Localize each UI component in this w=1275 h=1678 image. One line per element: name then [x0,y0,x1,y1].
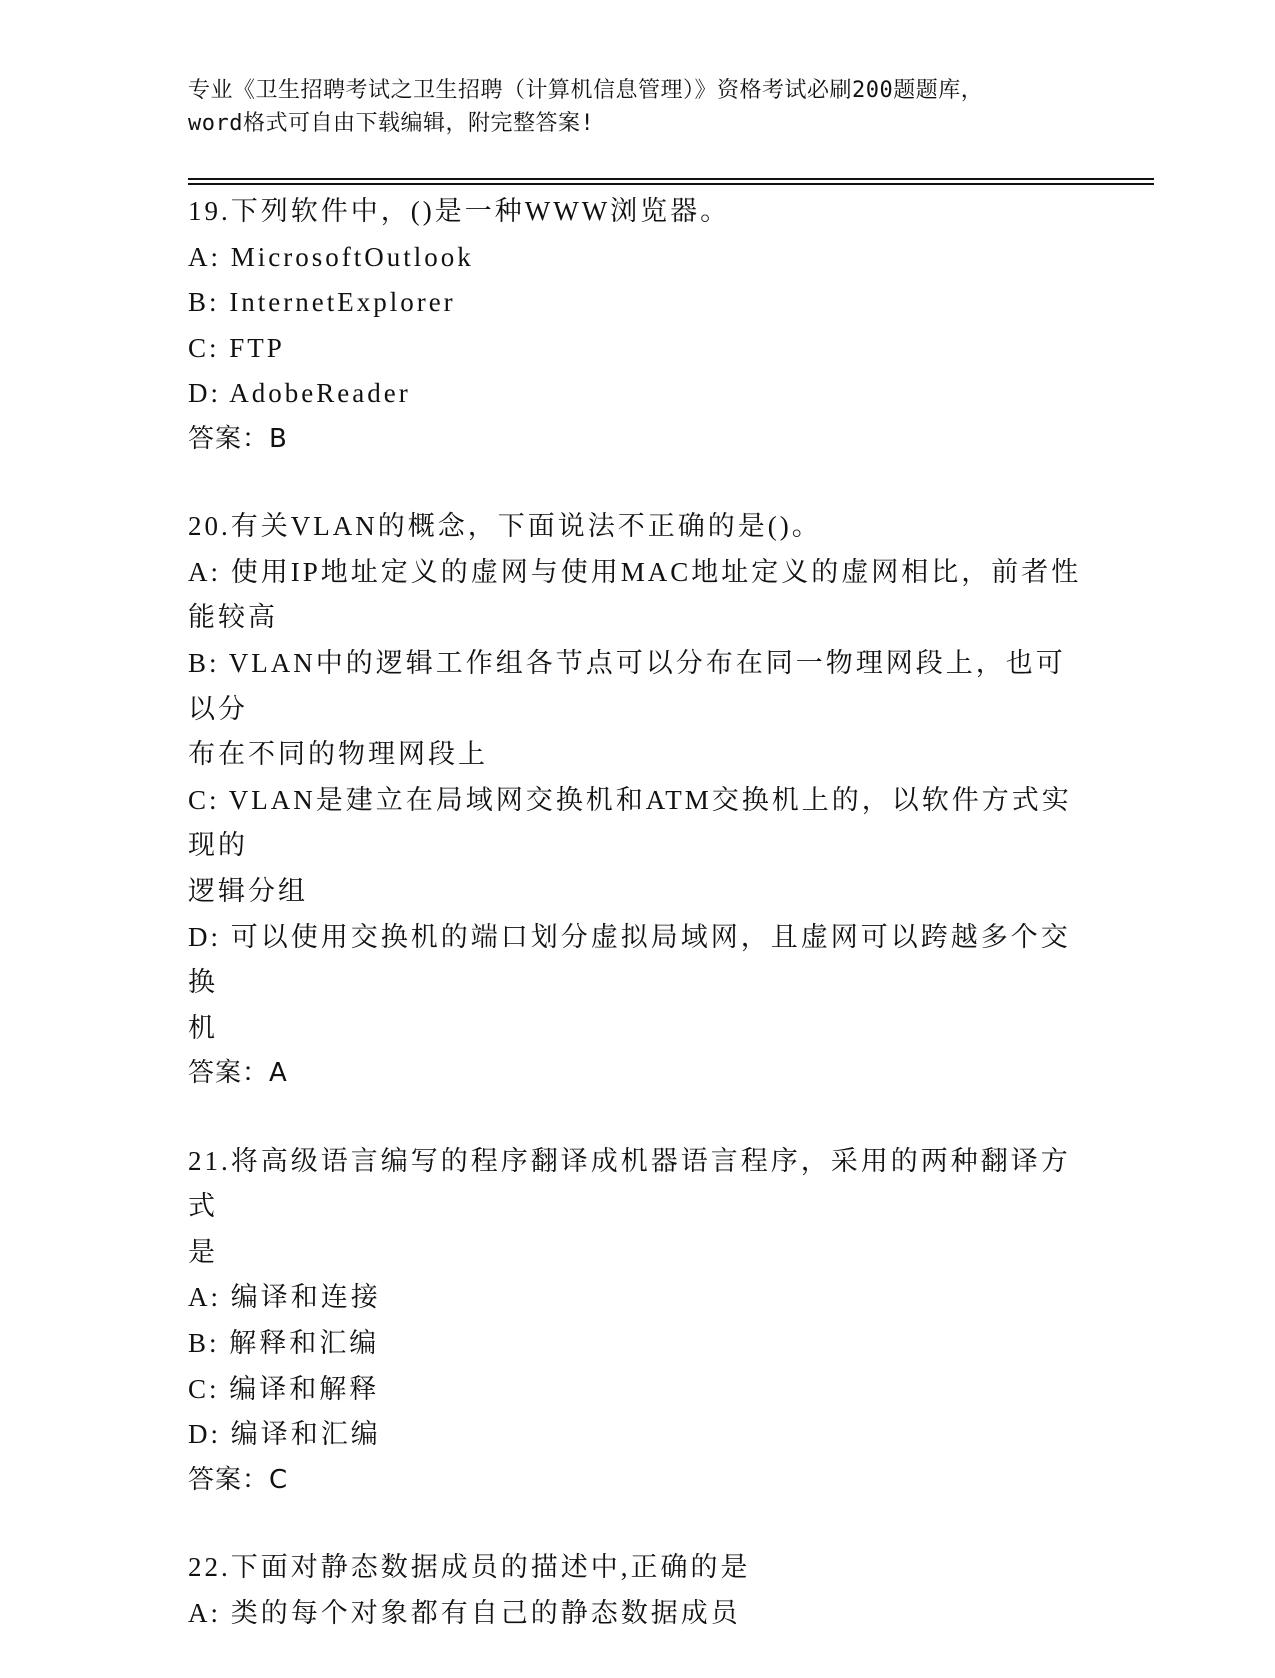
question-20 [188,504,1088,1097]
option-b-continued: 布在不同的物理网段上 [188,739,488,770]
question-stem: 22.下面对静态数据成员的描述中,正确的是 [188,1552,751,1583]
question-list [188,189,1088,1678]
option-c: C: FTP [188,332,285,363]
question-stem: 21.将高级语言编写的程序翻译成机器语言程序，采用的两种翻译方式 [188,1145,1071,1222]
question-stem-continued: 是 [188,1236,218,1267]
question-21 [188,1139,1088,1504]
option-a-continued: 能较高 [188,602,278,633]
option-d: D: AdobeReader [188,378,411,409]
option-c: C: VLAN是建立在局域网交换机和ATM交换机上的，以软件方式实现的 [188,784,1072,861]
option-d: D: 可以使用交换机的端口划分虚拟局域网，且虚网可以跨越多个交换 [188,921,1071,998]
option-b: B: 解释和汇编 [188,1328,380,1359]
option-a: A: 使用IP地址定义的虚网与使用MAC地址定义的虚网相比，前者性 [188,556,1082,587]
option-a: A: MicrosoftOutlook [188,241,474,272]
question-stem: 20.有关VLAN的概念，下面说法不正确的是()。 [188,511,822,542]
option-a: A: 类的每个对象都有自己的静态数据成员 [188,1597,741,1628]
question-stem: 19.下列软件中，()是一种WWW浏览器。 [188,196,731,226]
option-d-continued: 机 [188,1012,218,1043]
option-d: D: 编译和汇编 [188,1419,381,1450]
option-b: B: InternetExplorer [188,287,456,318]
document-header [188,74,1088,140]
question-22 [188,1545,1088,1636]
answer-label: 答案：B [188,423,288,454]
option-b: B: VLAN中的逻辑工作组各节点可以分布在同一物理网段上，也可以分 [188,648,1066,724]
option-c-continued: 逻辑分组 [188,876,308,906]
question-19 [188,189,1088,463]
header-line: word格式可自由下载编辑，附完整答案! [188,111,595,136]
answer-label: 答案：A [188,1058,288,1089]
header-divider [188,183,1154,185]
option-c: C: 编译和解释 [188,1373,380,1404]
header-line: 专业《卫生招聘考试之卫生招聘（计算机信息管理）》资格考试必刷200题题库， [188,78,984,103]
answer-label: 答案：C [188,1464,289,1495]
header-divider [188,178,1154,180]
option-a: A: 编译和连接 [188,1282,381,1313]
